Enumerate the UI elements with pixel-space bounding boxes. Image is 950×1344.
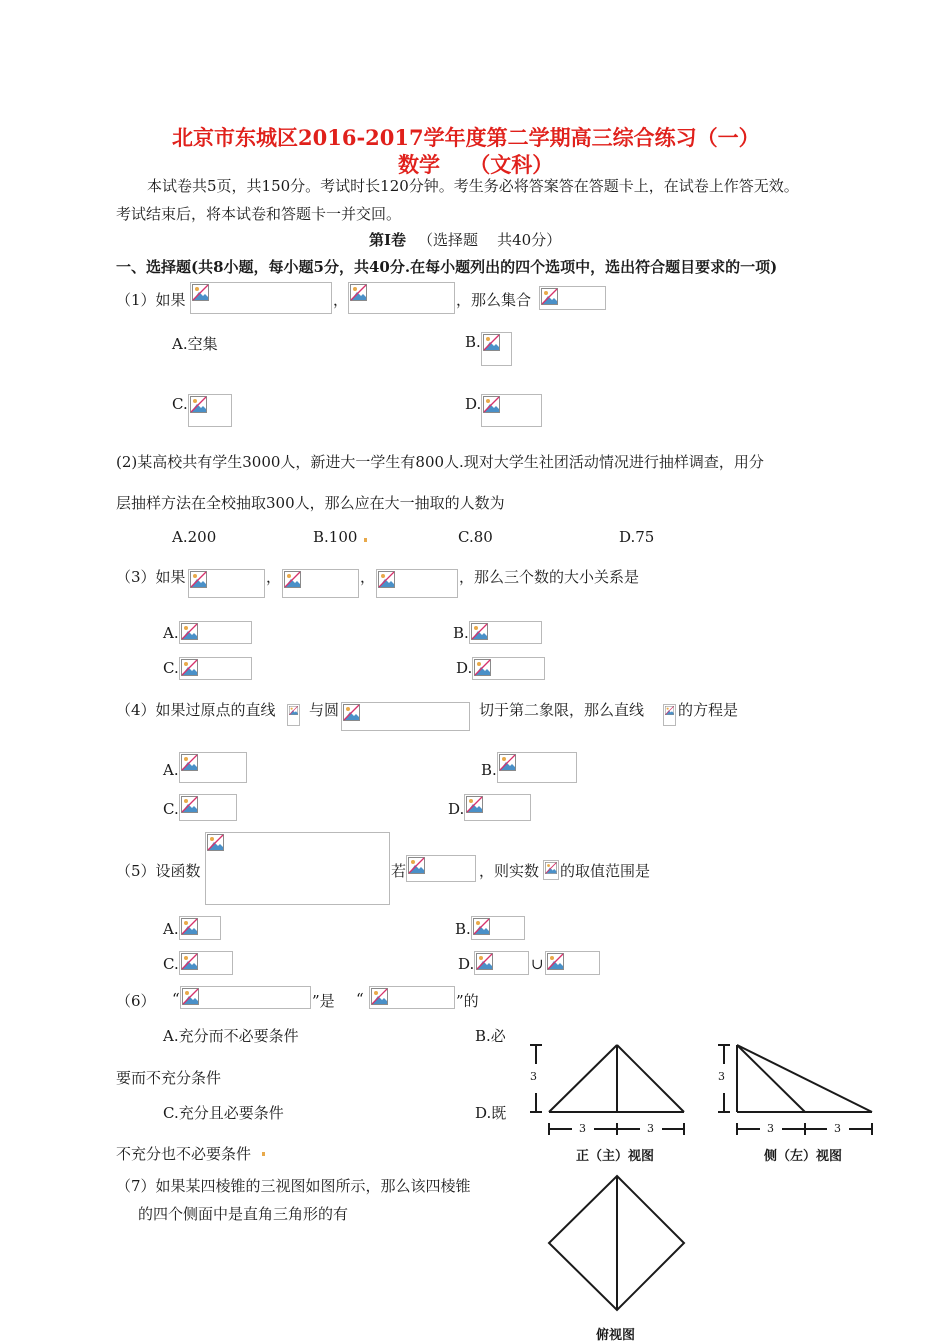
part-label: 第Ⅰ卷 <box>369 231 407 249</box>
q4-option-c: C. <box>163 800 179 818</box>
front-view-caption: 正（主）视图 <box>576 1149 655 1164</box>
intro-line-1: 本试卷共5页，共150分。考试时长120分钟。考生务必将答案答在答题卡上，在试卷上作答无效。 <box>147 177 799 195</box>
q1-comma: ， <box>333 291 349 309</box>
q5-option-a: A. <box>163 920 179 938</box>
q5-option-d: D. <box>458 955 475 973</box>
side-width-right-label: 3 <box>834 1122 841 1135</box>
top-view-drawing <box>549 1176 684 1310</box>
q1-option-a: A.空集 <box>172 335 218 353</box>
q6-option-d: D.既 <box>475 1104 507 1122</box>
front-height-label: 3 <box>530 1070 537 1083</box>
q2-option-d: D.75 <box>619 528 655 546</box>
q3-option-a: A. <box>163 624 179 642</box>
q5-mid: 若 <box>391 862 407 880</box>
q5-option-b: B. <box>455 920 471 938</box>
q4-suffix: 切于第二象限，那么直线 <box>479 701 645 719</box>
q3-comma-1: ， <box>266 568 282 586</box>
q6-open-quote-2: “ <box>356 990 364 1008</box>
page-subtitle: 数学 （文科） <box>398 152 554 177</box>
q4-option-d: D. <box>448 800 465 818</box>
q1-suffix: ，那么集合 <box>456 291 532 309</box>
q3-prefix: （3）如果 <box>116 568 186 586</box>
q6-option-a: A.充分而不必要条件 <box>163 1027 299 1045</box>
front-width-left-label: 3 <box>579 1122 586 1135</box>
q3-option-b: B. <box>453 624 469 642</box>
q4-prefix: （4）如果过原点的直线 <box>116 701 276 719</box>
q2-option-b: B.100 <box>313 528 358 546</box>
q5-prefix: （5）设函数 <box>116 862 201 880</box>
q5-end: 的取值范围是 <box>560 862 651 880</box>
q3-option-c: C. <box>163 659 179 677</box>
q5-suffix: ，则实数 <box>479 862 540 880</box>
q4-mid: 与圆 <box>309 701 340 719</box>
q5-union: ∪ <box>531 955 544 973</box>
q6-is: ”是 <box>312 992 335 1010</box>
q6-prefix: （6） <box>116 992 156 1010</box>
q2-line-2: 层抽样方法在全校抽取300人，那么应在大一抽取的人数为 <box>116 494 505 512</box>
side-view-drawing <box>718 1045 872 1135</box>
q3-suffix: ，那么三个数的大小关系是 <box>459 568 640 586</box>
q1-option-d: D. <box>465 395 482 413</box>
q6-option-b: B.必 <box>475 1027 506 1045</box>
q1-prefix: （1）如果 <box>116 291 186 309</box>
q7-line-2: 的四个侧面中是直角三角形的有 <box>138 1205 349 1223</box>
q4-end: 的方程是 <box>678 701 739 719</box>
side-view-caption: 侧（左）视图 <box>764 1149 843 1164</box>
q5-option-c: C. <box>163 955 179 973</box>
q6-option-d-cont: 不充分也不必要条件 <box>116 1145 252 1163</box>
q2-option-a: A.200 <box>172 528 217 546</box>
q6-open-quote-1: “ <box>172 990 180 1008</box>
q1-option-c: C. <box>172 395 188 413</box>
q1-option-b: B. <box>465 333 481 351</box>
top-view-caption: 俯视图 <box>596 1328 636 1343</box>
q3-option-d: D. <box>456 659 473 677</box>
q4-option-b: B. <box>481 761 497 779</box>
page-title: 北京市东城区2016-2017学年度第二学期高三综合练习（一） <box>172 125 760 150</box>
q4-option-a: A. <box>163 761 179 779</box>
front-view-drawing <box>530 1045 684 1135</box>
intro-line-2: 考试结束后，将本试卷和答题卡一并交回。 <box>116 205 402 223</box>
front-width-right-label: 3 <box>647 1122 654 1135</box>
q3-comma-2: ， <box>360 568 376 586</box>
side-width-left-label: 3 <box>767 1122 774 1135</box>
q7-line-1: （7）如果某四棱锥的三视图如图所示，那么该四棱锥 <box>116 1177 471 1195</box>
q6-of: ”的 <box>456 992 479 1010</box>
side-height-label: 3 <box>718 1070 725 1083</box>
q6-option-c: C.充分且必要条件 <box>163 1104 284 1122</box>
section-heading: 一、选择题(共8小题，每小题5分，共40分.在每小题列出的四个选项中，选出符合题目要求的一项) <box>116 258 778 276</box>
q6-option-b-cont: 要而不充分条件 <box>116 1069 222 1087</box>
q2-line-1: (2)某高校共有学生3000人，新进大一学生有800人.现对大学生社团活动情况进行抽样调查，用分 <box>116 453 764 471</box>
q2-option-c: C.80 <box>458 528 493 546</box>
part-meta: （选择题 共40分） <box>418 231 562 249</box>
